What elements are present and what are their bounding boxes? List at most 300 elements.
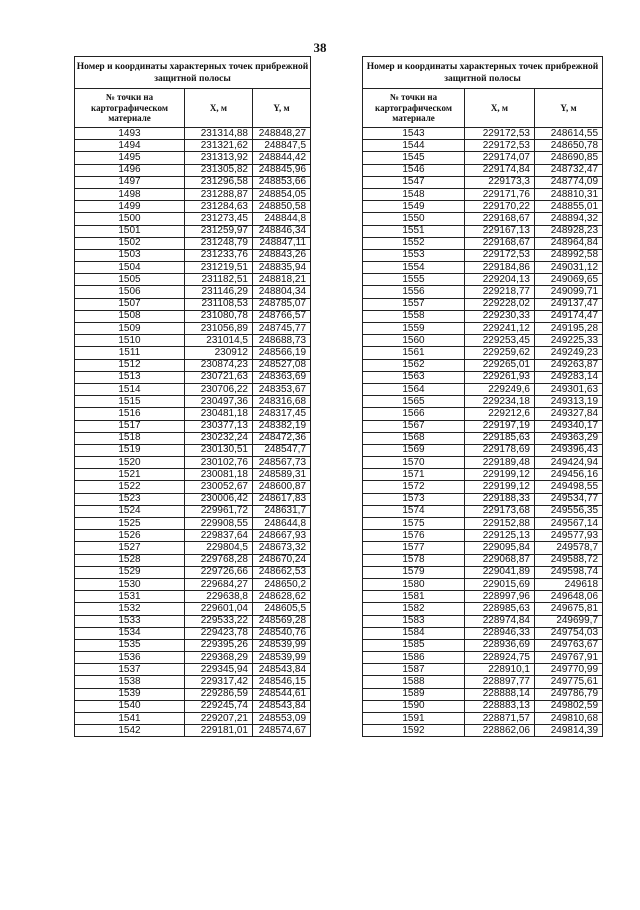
- table-row: [75, 396, 311, 408]
- point-number-cell: 1578: [363, 554, 465, 566]
- table-row: [363, 481, 603, 493]
- table-row: [363, 505, 603, 517]
- table-row: [363, 310, 603, 322]
- table-row: [363, 298, 603, 310]
- point-number-cell: 1568: [363, 432, 465, 444]
- y-coordinate-cell: 249396,43: [535, 444, 603, 456]
- table-row: [363, 188, 603, 200]
- table-row: [75, 286, 311, 298]
- y-coordinate-cell: 248543,84: [253, 700, 311, 712]
- y-coordinate-cell: 248785,07: [253, 298, 311, 310]
- y-coordinate-cell: 249675,81: [535, 603, 603, 615]
- x-coordinate-cell: 229173,68: [465, 505, 535, 517]
- y-coordinate-cell: 249225,33: [535, 335, 603, 347]
- y-coordinate-cell: 248844,8: [253, 213, 311, 225]
- point-number-cell: 1544: [363, 140, 465, 152]
- y-coordinate-cell: 248848,27: [253, 128, 311, 140]
- point-number-cell: 1590: [363, 700, 465, 712]
- point-number-cell: 1533: [75, 615, 185, 627]
- table-row: [363, 371, 603, 383]
- point-number-cell: 1497: [75, 176, 185, 188]
- y-coordinate-cell: 248539,99: [253, 639, 311, 651]
- table-row: [75, 566, 311, 578]
- x-coordinate-cell: 228936,69: [465, 639, 535, 651]
- point-number-cell: 1562: [363, 359, 465, 371]
- x-coordinate-cell: 229185,63: [465, 432, 535, 444]
- x-coordinate-cell: 229230,33: [465, 310, 535, 322]
- y-coordinate-cell: 248317,45: [253, 408, 311, 420]
- table-row: [75, 493, 311, 505]
- coordinates-table-left: [74, 56, 311, 737]
- table-row: [75, 176, 311, 188]
- point-number-cell: 1547: [363, 176, 465, 188]
- y-coordinate-cell: 248844,42: [253, 152, 311, 164]
- point-number-cell: 1564: [363, 383, 465, 395]
- y-coordinate-cell: 249814,39: [535, 725, 603, 737]
- y-coordinate-cell: 248850,58: [253, 201, 311, 213]
- point-number-cell: 1557: [363, 298, 465, 310]
- y-coordinate-cell: 248600,87: [253, 481, 311, 493]
- x-coordinate-cell: 228883,13: [465, 700, 535, 712]
- y-coordinate-cell: 248353,67: [253, 383, 311, 395]
- table-row: [75, 469, 311, 481]
- table-row: [363, 530, 603, 542]
- point-number-cell: 1517: [75, 420, 185, 432]
- point-number-cell: 1545: [363, 152, 465, 164]
- point-number-cell: 1592: [363, 725, 465, 737]
- table-row: [363, 725, 603, 737]
- point-number-cell: 1539: [75, 688, 185, 700]
- point-number-cell: 1550: [363, 213, 465, 225]
- point-number-cell: 1589: [363, 688, 465, 700]
- y-coordinate-cell: 248690,85: [535, 152, 603, 164]
- point-number-cell: 1571: [363, 469, 465, 481]
- x-coordinate-cell: 229189,48: [465, 457, 535, 469]
- point-number-cell: 1588: [363, 676, 465, 688]
- table-row: [363, 542, 603, 554]
- point-number-cell: 1563: [363, 371, 465, 383]
- y-coordinate-cell: 249786,79: [535, 688, 603, 700]
- y-coordinate-cell: 248673,32: [253, 542, 311, 554]
- coordinates-table-right: [362, 56, 603, 737]
- x-coordinate-cell: 229212,6: [465, 408, 535, 420]
- x-coordinate-cell: 229395,26: [185, 639, 253, 651]
- x-coordinate-cell: 230232,24: [185, 432, 253, 444]
- point-number-cell: 1540: [75, 700, 185, 712]
- point-number-cell: 1528: [75, 554, 185, 566]
- point-number-cell: 1561: [363, 347, 465, 359]
- x-coordinate-cell: 231321,62: [185, 140, 253, 152]
- table-row: [75, 347, 311, 359]
- table-row: [75, 298, 311, 310]
- table-row: [75, 591, 311, 603]
- table-caption: Номер и координаты характерных точек прибрежной защитной полосы: [75, 57, 311, 89]
- table-row: [363, 591, 603, 603]
- y-coordinate-cell: 249283,14: [535, 371, 603, 383]
- y-coordinate-cell: 248774,09: [535, 176, 603, 188]
- x-coordinate-cell: 229173,3: [465, 176, 535, 188]
- table-row: [75, 335, 311, 347]
- x-coordinate-cell: 229174,84: [465, 164, 535, 176]
- point-number-cell: 1512: [75, 359, 185, 371]
- column-header-point: № точки на картографическом материале: [363, 89, 465, 128]
- table-row: [75, 457, 311, 469]
- point-number-cell: 1511: [75, 347, 185, 359]
- x-coordinate-cell: 229345,94: [185, 664, 253, 676]
- point-number-cell: 1532: [75, 603, 185, 615]
- y-coordinate-cell: 248732,47: [535, 164, 603, 176]
- x-coordinate-cell: 229423,78: [185, 627, 253, 639]
- point-number-cell: 1535: [75, 639, 185, 651]
- x-coordinate-cell: 229804,5: [185, 542, 253, 554]
- x-coordinate-cell: 230130,51: [185, 444, 253, 456]
- x-coordinate-cell: 229178,69: [465, 444, 535, 456]
- y-coordinate-cell: 249767,91: [535, 652, 603, 664]
- y-coordinate-cell: 248569,28: [253, 615, 311, 627]
- point-number-cell: 1555: [363, 274, 465, 286]
- point-number-cell: 1536: [75, 652, 185, 664]
- y-coordinate-cell: 248316,68: [253, 396, 311, 408]
- point-number-cell: 1500: [75, 213, 185, 225]
- point-number-cell: 1585: [363, 639, 465, 651]
- point-number-cell: 1573: [363, 493, 465, 505]
- point-number-cell: 1548: [363, 188, 465, 200]
- column-header-point: № точки на картографическом материале: [75, 89, 185, 128]
- y-coordinate-cell: 249577,93: [535, 530, 603, 542]
- table-row: [363, 176, 603, 188]
- point-number-cell: 1580: [363, 578, 465, 590]
- y-coordinate-cell: 248992,58: [535, 249, 603, 261]
- x-coordinate-cell: 231305,82: [185, 164, 253, 176]
- x-coordinate-cell: 229228,02: [465, 298, 535, 310]
- table-row: [75, 578, 311, 590]
- y-coordinate-cell: 248662,53: [253, 566, 311, 578]
- point-number-cell: 1537: [75, 664, 185, 676]
- x-coordinate-cell: 228985,63: [465, 603, 535, 615]
- page-number: 38: [313, 40, 327, 55]
- x-coordinate-cell: 231233,76: [185, 249, 253, 261]
- point-number-cell: 1569: [363, 444, 465, 456]
- y-coordinate-cell: 248650,78: [535, 140, 603, 152]
- table-caption: Номер и координаты характерных точек прибрежной защитной полосы: [363, 57, 603, 89]
- table-row: [75, 652, 311, 664]
- table-row: [363, 408, 603, 420]
- y-coordinate-cell: 248854,05: [253, 188, 311, 200]
- table-row: [363, 286, 603, 298]
- point-number-cell: 1505: [75, 274, 185, 286]
- y-coordinate-cell: 248810,31: [535, 188, 603, 200]
- x-coordinate-cell: 229241,12: [465, 323, 535, 335]
- table-row: [75, 383, 311, 395]
- point-number-cell: 1504: [75, 262, 185, 274]
- y-coordinate-cell: 249363,29: [535, 432, 603, 444]
- table-row: [75, 188, 311, 200]
- x-coordinate-cell: 229197,19: [465, 420, 535, 432]
- table-row: [75, 164, 311, 176]
- y-coordinate-cell: 248543,84: [253, 664, 311, 676]
- table-row: [363, 578, 603, 590]
- y-coordinate-cell: 249802,59: [535, 700, 603, 712]
- table-row: [75, 420, 311, 432]
- table-row: [363, 164, 603, 176]
- x-coordinate-cell: 228924,75: [465, 652, 535, 664]
- x-coordinate-cell: 229068,87: [465, 554, 535, 566]
- x-coordinate-cell: 229961,72: [185, 505, 253, 517]
- x-coordinate-cell: 229015,69: [465, 578, 535, 590]
- table-row: [75, 542, 311, 554]
- point-number-cell: 1526: [75, 530, 185, 542]
- y-coordinate-cell: 249498,55: [535, 481, 603, 493]
- table-row: [363, 237, 603, 249]
- y-coordinate-cell: 248631,7: [253, 505, 311, 517]
- point-number-cell: 1501: [75, 225, 185, 237]
- table-row: [75, 323, 311, 335]
- point-number-cell: 1554: [363, 262, 465, 274]
- x-coordinate-cell: 230706,22: [185, 383, 253, 395]
- y-coordinate-cell: 248539,99: [253, 652, 311, 664]
- column-header-x: X, м: [185, 89, 253, 128]
- point-number-cell: 1522: [75, 481, 185, 493]
- x-coordinate-cell: 230377,13: [185, 420, 253, 432]
- point-number-cell: 1510: [75, 335, 185, 347]
- y-coordinate-cell: 249567,14: [535, 518, 603, 530]
- x-coordinate-cell: 229286,59: [185, 688, 253, 700]
- table-row: [363, 554, 603, 566]
- y-coordinate-cell: 249754,03: [535, 627, 603, 639]
- table-row: [75, 432, 311, 444]
- table-row: [75, 237, 311, 249]
- table-row: [75, 518, 311, 530]
- x-coordinate-cell: 229168,67: [465, 213, 535, 225]
- x-coordinate-cell: 230081,18: [185, 469, 253, 481]
- y-coordinate-cell: 248472,36: [253, 432, 311, 444]
- y-coordinate-cell: 249588,72: [535, 554, 603, 566]
- table-row: [363, 676, 603, 688]
- point-number-cell: 1558: [363, 310, 465, 322]
- x-coordinate-cell: 229684,27: [185, 578, 253, 590]
- point-number-cell: 1560: [363, 335, 465, 347]
- x-coordinate-cell: 229184,86: [465, 262, 535, 274]
- table-row: [363, 627, 603, 639]
- point-number-cell: 1502: [75, 237, 185, 249]
- x-coordinate-cell: 230874,23: [185, 359, 253, 371]
- x-coordinate-cell: 228974,84: [465, 615, 535, 627]
- y-coordinate-cell: 248567,73: [253, 457, 311, 469]
- x-coordinate-cell: 228888,14: [465, 688, 535, 700]
- table-row: [75, 676, 311, 688]
- table-row: [363, 249, 603, 261]
- x-coordinate-cell: 229167,13: [465, 225, 535, 237]
- point-number-cell: 1566: [363, 408, 465, 420]
- y-coordinate-cell: 249174,47: [535, 310, 603, 322]
- x-coordinate-cell: 231108,53: [185, 298, 253, 310]
- point-number-cell: 1579: [363, 566, 465, 578]
- y-coordinate-cell: 248363,69: [253, 371, 311, 383]
- point-number-cell: 1507: [75, 298, 185, 310]
- table-row: [363, 566, 603, 578]
- y-coordinate-cell: 249195,28: [535, 323, 603, 335]
- y-coordinate-cell: 249648,06: [535, 591, 603, 603]
- table-row: [363, 201, 603, 213]
- point-number-cell: 1582: [363, 603, 465, 615]
- x-coordinate-cell: 231014,5: [185, 335, 253, 347]
- point-number-cell: 1509: [75, 323, 185, 335]
- x-coordinate-cell: 229170,22: [465, 201, 535, 213]
- x-coordinate-cell: 231248,79: [185, 237, 253, 249]
- point-number-cell: 1542: [75, 725, 185, 737]
- y-coordinate-cell: 249340,17: [535, 420, 603, 432]
- table-row: [75, 152, 311, 164]
- y-coordinate-cell: 248553,09: [253, 713, 311, 725]
- y-coordinate-cell: 248650,2: [253, 578, 311, 590]
- point-number-cell: 1587: [363, 664, 465, 676]
- x-coordinate-cell: 229174,07: [465, 152, 535, 164]
- x-coordinate-cell: 228897,77: [465, 676, 535, 688]
- x-coordinate-cell: 229249,6: [465, 383, 535, 395]
- table-row: [75, 664, 311, 676]
- table-row: [75, 688, 311, 700]
- table-row: [363, 444, 603, 456]
- table-row: [75, 725, 311, 737]
- point-number-cell: 1531: [75, 591, 185, 603]
- y-coordinate-cell: 248527,08: [253, 359, 311, 371]
- table-row: [363, 347, 603, 359]
- x-coordinate-cell: 231219,51: [185, 262, 253, 274]
- point-number-cell: 1572: [363, 481, 465, 493]
- point-number-cell: 1508: [75, 310, 185, 322]
- x-coordinate-cell: 231056,89: [185, 323, 253, 335]
- x-coordinate-cell: 231313,92: [185, 152, 253, 164]
- table-row: [363, 323, 603, 335]
- point-number-cell: 1549: [363, 201, 465, 213]
- x-coordinate-cell: 229317,42: [185, 676, 253, 688]
- table-row: [363, 457, 603, 469]
- table-row: [75, 140, 311, 152]
- x-coordinate-cell: 229368,29: [185, 652, 253, 664]
- x-coordinate-cell: 229601,04: [185, 603, 253, 615]
- point-number-cell: 1552: [363, 237, 465, 249]
- y-coordinate-cell: 248845,96: [253, 164, 311, 176]
- point-number-cell: 1503: [75, 249, 185, 261]
- x-coordinate-cell: 229125,13: [465, 530, 535, 542]
- point-number-cell: 1553: [363, 249, 465, 261]
- point-number-cell: 1556: [363, 286, 465, 298]
- x-coordinate-cell: 229245,74: [185, 700, 253, 712]
- y-coordinate-cell: 248847,5: [253, 140, 311, 152]
- table-row: [363, 262, 603, 274]
- y-coordinate-cell: 248382,19: [253, 420, 311, 432]
- y-coordinate-cell: 248818,21: [253, 274, 311, 286]
- x-coordinate-cell: 231273,45: [185, 213, 253, 225]
- x-coordinate-cell: 229172,53: [465, 249, 535, 261]
- y-coordinate-cell: 249137,47: [535, 298, 603, 310]
- table-row: [75, 371, 311, 383]
- table-row: [363, 518, 603, 530]
- y-coordinate-cell: 248804,34: [253, 286, 311, 298]
- point-number-cell: 1534: [75, 627, 185, 639]
- x-coordinate-cell: 229172,53: [465, 140, 535, 152]
- x-coordinate-cell: 229265,01: [465, 359, 535, 371]
- table-row: [363, 420, 603, 432]
- table-row: [75, 481, 311, 493]
- table-row: [75, 201, 311, 213]
- x-coordinate-cell: 230497,36: [185, 396, 253, 408]
- y-coordinate-cell: 248589,31: [253, 469, 311, 481]
- y-coordinate-cell: 248667,93: [253, 530, 311, 542]
- point-number-cell: 1498: [75, 188, 185, 200]
- point-number-cell: 1530: [75, 578, 185, 590]
- table-row: [75, 530, 311, 542]
- y-coordinate-cell: 248855,01: [535, 201, 603, 213]
- table-row: [363, 700, 603, 712]
- x-coordinate-cell: 229199,12: [465, 469, 535, 481]
- point-number-cell: 1493: [75, 128, 185, 140]
- point-number-cell: 1499: [75, 201, 185, 213]
- table-row: [75, 249, 311, 261]
- table-row: [75, 310, 311, 322]
- point-number-cell: 1519: [75, 444, 185, 456]
- y-coordinate-cell: 248546,15: [253, 676, 311, 688]
- table-row: [75, 700, 311, 712]
- point-number-cell: 1524: [75, 505, 185, 517]
- x-coordinate-cell: 228997,96: [465, 591, 535, 603]
- x-coordinate-cell: 229207,21: [185, 713, 253, 725]
- point-number-cell: 1583: [363, 615, 465, 627]
- table-row: [75, 225, 311, 237]
- y-coordinate-cell: 248670,24: [253, 554, 311, 566]
- x-coordinate-cell: 231080,78: [185, 310, 253, 322]
- y-coordinate-cell: 248628,62: [253, 591, 311, 603]
- point-number-cell: 1586: [363, 652, 465, 664]
- y-coordinate-cell: 249810,68: [535, 713, 603, 725]
- point-number-cell: 1576: [363, 530, 465, 542]
- x-coordinate-cell: 229234,18: [465, 396, 535, 408]
- point-number-cell: 1506: [75, 286, 185, 298]
- table-row: [75, 615, 311, 627]
- x-coordinate-cell: 230721,63: [185, 371, 253, 383]
- y-coordinate-cell: 249578,7: [535, 542, 603, 554]
- table-row: [75, 603, 311, 615]
- point-number-cell: 1543: [363, 128, 465, 140]
- x-coordinate-cell: 228862,06: [465, 725, 535, 737]
- table-row: [363, 396, 603, 408]
- y-coordinate-cell: 248544,61: [253, 688, 311, 700]
- x-coordinate-cell: 230006,42: [185, 493, 253, 505]
- y-coordinate-cell: 248605,5: [253, 603, 311, 615]
- y-coordinate-cell: 248928,23: [535, 225, 603, 237]
- point-number-cell: 1523: [75, 493, 185, 505]
- x-coordinate-cell: 229253,45: [465, 335, 535, 347]
- table-row: [363, 213, 603, 225]
- point-number-cell: 1494: [75, 140, 185, 152]
- y-coordinate-cell: 249069,65: [535, 274, 603, 286]
- y-coordinate-cell: 249301,63: [535, 383, 603, 395]
- y-coordinate-cell: 248566,19: [253, 347, 311, 359]
- x-coordinate-cell: 229095,84: [465, 542, 535, 554]
- y-coordinate-cell: 248766,57: [253, 310, 311, 322]
- y-coordinate-cell: 249598,74: [535, 566, 603, 578]
- x-coordinate-cell: 229837,64: [185, 530, 253, 542]
- y-coordinate-cell: 248617,83: [253, 493, 311, 505]
- table-row: [363, 652, 603, 664]
- x-coordinate-cell: 229181,01: [185, 725, 253, 737]
- table-row: [363, 128, 603, 140]
- y-coordinate-cell: 249424,94: [535, 457, 603, 469]
- point-number-cell: 1495: [75, 152, 185, 164]
- table-row: [75, 262, 311, 274]
- table-row: [363, 469, 603, 481]
- x-coordinate-cell: 229172,53: [465, 128, 535, 140]
